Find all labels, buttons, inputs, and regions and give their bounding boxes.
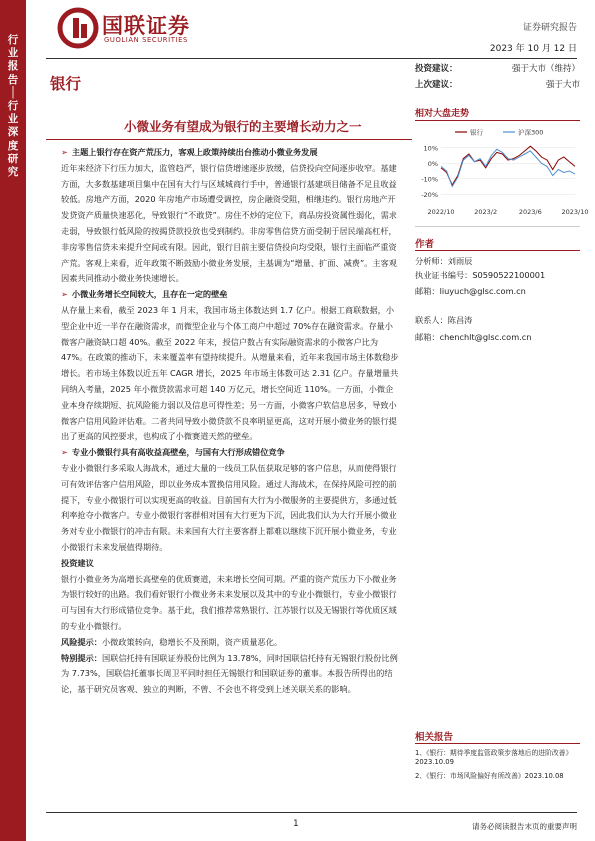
author-divider	[415, 250, 580, 251]
risk-section	[61, 635, 401, 651]
bullet-icon: ➢	[61, 289, 68, 300]
industry-title: 银行	[50, 75, 82, 93]
page-number: 1	[293, 819, 299, 829]
chart-bottom-divider	[415, 226, 580, 227]
section-1-head: 主题上银行存在资产荒压力，客观上政策持续出台推动小微业务发展	[71, 147, 318, 157]
section-1-text: 近年来经济下行压力加大，监管趋严，银行信贷增速逐步放缓，信贷投向空间逐步收窄。基建方面，大多数基建项目集中在国有大行与区域城商行手中，普通银行基建项目储备不足且收益较低。房地产方面，2020 年房地产市场遭受调控，房企融资受阻，相继违约。银行房地产开发贷资产质量快速恶化，导致银行“不敢贷”。房住不炒的定位下，商品房投资属性弱化，需求走弱，导致银行低风险的按揭贷款投放也受到制约。非房零售信贷方面受制于居民端高杠杆，非房零售信贷未来提升空间或有限。因此，银行目前主要信贷投向均受限，银行主面临严重资产荒。客观上来看，近年政策不断鼓励小微业务发展，主基调为“增量、扩面、减费”。主客观因素共同推动小微业务快速增长。	[61, 162, 397, 284]
x-tick-label: 2023/2	[474, 208, 498, 216]
bullet-icon: ➢	[61, 447, 68, 458]
contact-email[interactable]: 邮箱：chenchlt@glsc.com.cn	[415, 332, 532, 342]
rating-previous-value: 强于大市	[545, 80, 580, 90]
risk-text: 小微政策转向，稳增长不及预期，资产质量恶化。	[101, 636, 283, 647]
logo-cn-text: 国联证券	[102, 14, 190, 38]
chart-title: 相对大盘走势	[415, 109, 470, 119]
legend-label-index: 沪深300	[518, 128, 544, 137]
risk-label: 风险提示：	[61, 636, 102, 647]
side-band	[0, 0, 26, 841]
section-3	[61, 445, 401, 556]
special-text: 国联信托持有国联证券股份比例为 13.78%，同时国联信托持有无锡银行股份比例为 7.73%，国联信托董事长周卫平同时担任无锡银行和国联证券的董事。本报告所得出的结论，基于研究员客观、独立的判断，不曾、不会也不将受到上述关联关系的影响。	[61, 652, 398, 695]
related-report-1[interactable]: 1、《银行：期待季度监管政策步落地后的进阶改善》	[415, 749, 573, 757]
y-tick-label: -10%	[421, 175, 438, 184]
related-report-1-date: 2023.10.09	[415, 758, 454, 766]
rating-current-label: 投资建议：	[415, 64, 458, 74]
main-body	[61, 145, 401, 698]
logo-mark-icon	[58, 8, 98, 48]
legend-label-bank: 银行	[470, 128, 483, 137]
rating-previous-label: 上次建议：	[415, 80, 458, 90]
x-tick-label: 2022/10	[427, 208, 455, 216]
analyst-email[interactable]: 邮箱：liuyuch@glsc.com.cn	[415, 286, 526, 296]
y-tick-label: -20%	[421, 190, 438, 199]
invest-head: 投资建议	[61, 557, 94, 568]
company-logo	[58, 8, 233, 50]
report-headline: 小微业务有望成为银行的主要增长动力之一	[124, 119, 362, 134]
relative-performance-chart	[415, 128, 589, 220]
logo-en-text: GUOLIAN SECURITIES	[104, 36, 188, 44]
special-label: 特别提示：	[61, 652, 102, 663]
invest-section	[61, 556, 401, 635]
chart-title-divider	[415, 120, 580, 121]
report-type: 证券研究报告	[522, 23, 577, 33]
x-tick-label: 2023/10	[561, 208, 589, 216]
section-2	[61, 287, 401, 445]
analyst-name: 分析师：刘雨辰	[415, 256, 473, 266]
y-tick-label: 0%	[427, 159, 438, 168]
author-title: 作者	[415, 239, 435, 250]
section-1	[61, 145, 401, 287]
rating-current	[415, 62, 580, 76]
y-tick-label: 10%	[423, 144, 438, 153]
related-divider	[415, 743, 580, 744]
special-section	[61, 651, 401, 698]
contact-name: 联系人：陈昌涛	[415, 315, 473, 325]
bullet-icon: ➢	[61, 147, 68, 157]
section-2-text: 从存量上来看，截至 2023 年 1 月末，我国市场主体数达到 1.7 亿户。根据工商联数据，小型企业中近一半存在融资需求，而微型企业与个体工商户中超过 70%存在融资需求。存量小微客户融资缺口超 40%。截至 2022 年末，授信户数占有实际融资需求的小微客户比为 47%。在政策的推动下，未来覆盖率有望持续提升。从增量来看，近年来我国市场主体数稳步增长。若市场主体数以近五年 CAGR 增长，2025 年市场主体数可达 2.31 亿户。存量增量共同纳入考量，2025 年小微贷款需求可超 140 万亿元，增长空间近 110%。一方面，小微企业本身存续期短、抗风险能力弱以及信息可得性差；另一方面，小微客户软信息居多，导致小微客户信用风险评估难。二者共同导致小微贷款不良率明显更高，这对开展小微业务的银行提出了更高的风控要求，也构成了小微赛道天然的壁垒。	[61, 304, 399, 442]
section-3-head: 专业小微银行具有高收益高壁垒，与国有大行形成错位竞争	[71, 447, 285, 458]
report-date: 2023 年 10 月 12 日	[489, 44, 577, 54]
series-line-index	[441, 149, 575, 186]
header-divider	[46, 58, 577, 59]
section-2-head: 小微业务增长空间较大，且存在一定的壁垒	[71, 289, 228, 300]
related-title: 相关报告	[415, 732, 454, 743]
rating-current-value: 强于大市（维持）	[511, 64, 580, 74]
rating-previous	[415, 78, 580, 92]
footer-disclaimer: 请务必阅读报告末页的重要声明	[472, 822, 577, 831]
side-label: 行业报告│行业深度研究	[7, 34, 19, 179]
headline-divider	[46, 139, 412, 140]
invest-text: 银行小微业务为高增长高壁垒的优质赛道，未来增长空间可期。严重的资产荒压力下小微业务为银行较好的出路。我们看好银行小微业务未来发展以及其中的专业小微银行，专业小微银行可与国有大行形成错位竞争。基于此，我们推荐常熟银行、江苏银行以及无锡银行等优质区域的专业小微银行。	[61, 573, 397, 631]
related-report-2[interactable]: 2、《银行：市场风险偏好有所改善》2023.10.08	[415, 772, 564, 780]
analyst-cert: 执业证书编号：S0590522100001	[415, 270, 546, 280]
section-3-text: 专业小微银行多采取人海战术，通过大量的一线员工队伍获取足够的客户信息，从而使得银行可有效评估客户信用风险，即以业务成本置换信用风险。通过人海战术，在保持风险可控的前提下，专业小微银行可以实现更高的收益。目前国有大行为小微服务的主要提供方，多通过低利率抢夺小微客户。专业小微银行客群相对国有大行更为下沉，因此我们认为大行开展小微业务对专业小微银行的冲击有限。未来国有大行主要客群上都难以继续下沉开展小微业务，专业小微银行未来发展值得期待。	[61, 462, 397, 552]
x-tick-label: 2023/6	[518, 208, 542, 216]
footer-divider	[46, 812, 577, 813]
